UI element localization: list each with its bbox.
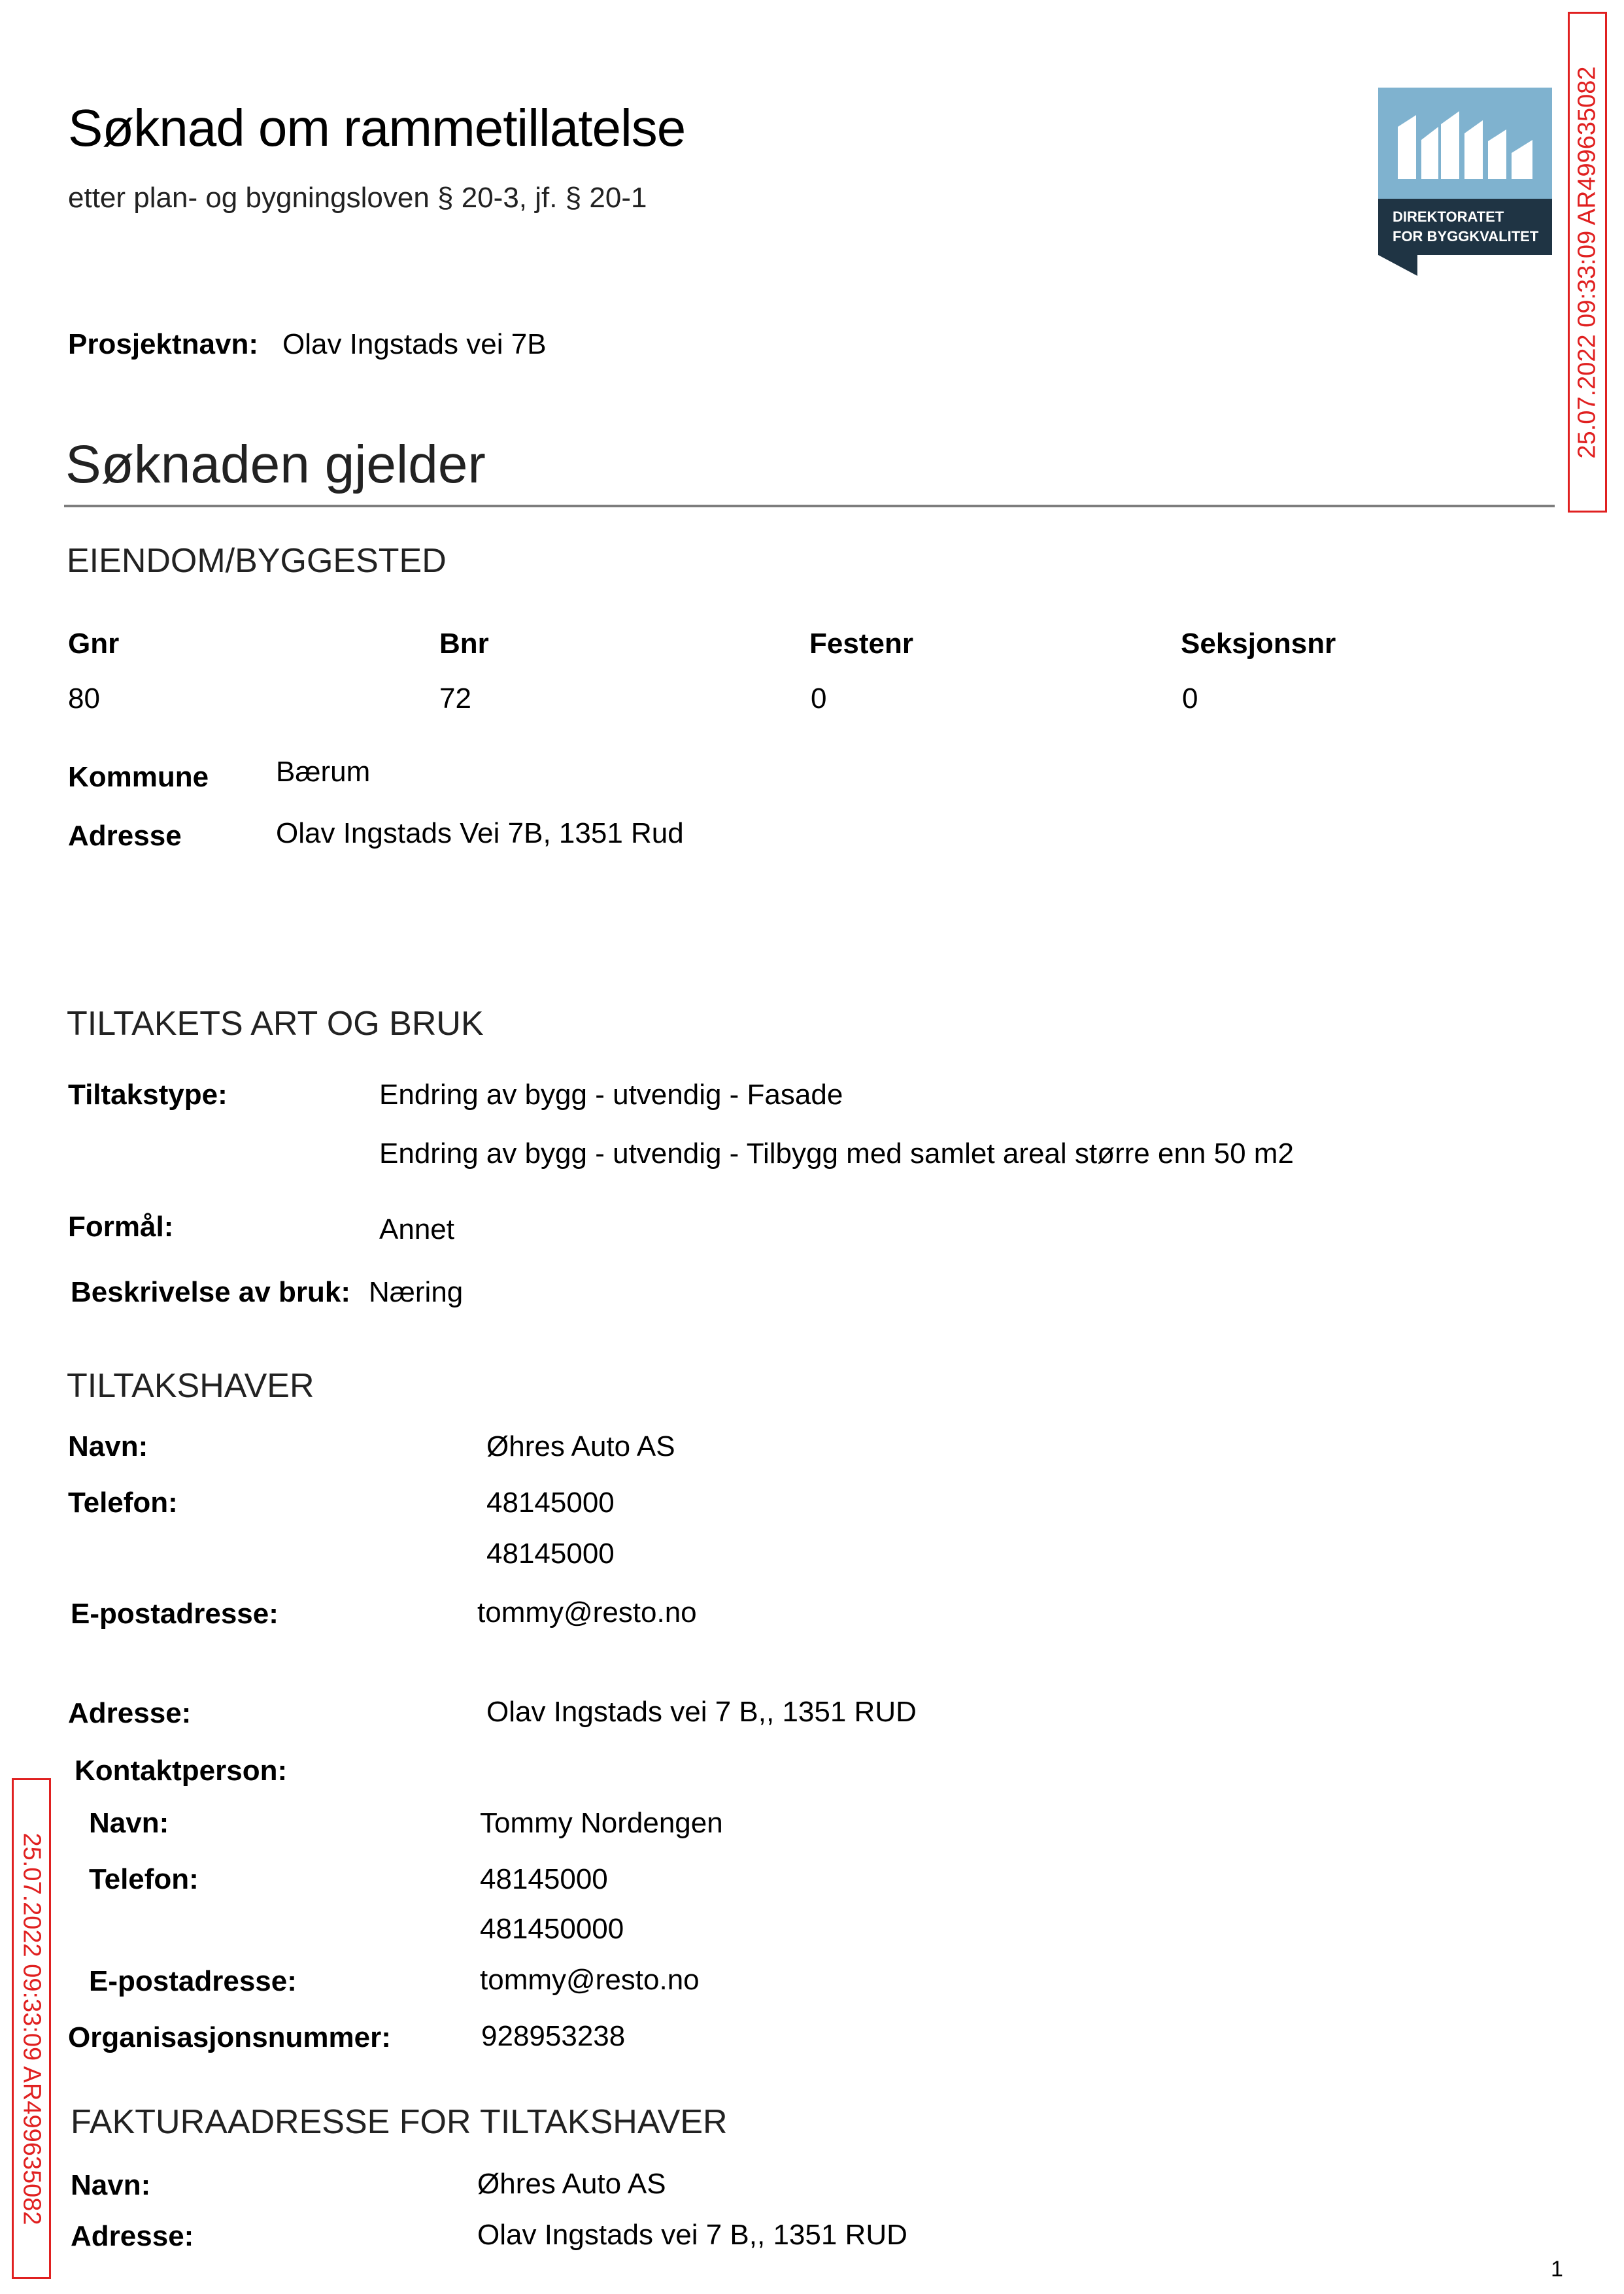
property-val-seksjonsnr: 0 xyxy=(1182,683,1198,715)
purpose-label: Formål: xyxy=(68,1211,174,1243)
municipality-label: Kommune xyxy=(68,761,209,793)
applicant-address-label: Adresse: xyxy=(68,1697,192,1729)
property-address-label: Adresse xyxy=(68,820,182,852)
page-number: 1 xyxy=(1551,2257,1563,2282)
property-val-gnr: 80 xyxy=(68,683,100,715)
applicant-name-label: Navn: xyxy=(68,1430,148,1462)
applicant-phone-label: Telefon: xyxy=(68,1487,178,1519)
invoice-name-label: Navn: xyxy=(71,2169,151,2201)
applicant-phone-2: 48145000 xyxy=(486,1538,615,1570)
logo-line2: FOR BYGGKVALITET xyxy=(1393,228,1539,245)
contact-email-label: E-postadresse: xyxy=(89,1965,297,1997)
invoice-address-label: Adresse: xyxy=(71,2220,194,2252)
timestamp-stamp-right xyxy=(1568,12,1607,513)
contact-person-label: Kontaktperson: xyxy=(75,1755,288,1787)
applicant-heading: TILTAKSHAVER xyxy=(67,1367,314,1405)
applicant-address-value: Olav Ingstads vei 7 B,, 1351 RUD xyxy=(486,1696,917,1728)
contact-name-label: Navn: xyxy=(89,1807,169,1839)
property-col-gnr: Gnr xyxy=(68,628,120,660)
measure-heading: TILTAKETS ART OG BRUK xyxy=(67,1005,484,1043)
contact-phone-label: Telefon: xyxy=(89,1863,199,1895)
document-subtitle: etter plan- og bygningsloven § 20-3, jf. § 20-1 xyxy=(68,182,647,214)
logo-line1: DIREKTORATET xyxy=(1393,209,1504,225)
property-address-value: Olav Ingstads Vei 7B, 1351 Rud xyxy=(276,817,684,849)
property-col-seksjonsnr: Seksjonsnr xyxy=(1181,628,1336,660)
invoice-address-value: Olav Ingstads vei 7 B,, 1351 RUD xyxy=(477,2219,907,2251)
invoice-heading: FAKTURAADRESSE FOR TILTAKSHAVER xyxy=(71,2103,728,2141)
applicant-name-value: Øhres Auto AS xyxy=(486,1430,675,1462)
applicant-email-value: tommy@resto.no xyxy=(477,1596,697,1628)
contact-email-value: tommy@resto.no xyxy=(480,1964,700,1996)
dibk-logo xyxy=(1378,88,1552,276)
property-col-festenr: Festenr xyxy=(809,628,913,660)
purpose-value: Annet xyxy=(379,1213,454,1245)
section-divider xyxy=(64,505,1555,507)
org-number-value: 928953238 xyxy=(481,2020,626,2052)
org-number-label: Organisasjonsnummer: xyxy=(68,2021,391,2053)
timestamp-stamp-left xyxy=(12,1778,51,2279)
stamp-text-left: 25.07.2022 09:33:09 AR499635082 xyxy=(18,1832,46,2225)
usage-label: Beskrivelse av bruk: xyxy=(71,1276,351,1308)
dibk-logo-graphic xyxy=(1378,88,1552,276)
contact-phone-2: 481450000 xyxy=(480,1913,624,1945)
section-heading-application: Søknaden gjelder xyxy=(65,435,486,494)
applicant-phone-1: 48145000 xyxy=(486,1487,615,1519)
property-val-bnr: 72 xyxy=(439,683,471,715)
measure-type-1: Endring av bygg - utvendig - Fasade xyxy=(379,1079,843,1111)
project-name-label: Prosjektnavn: xyxy=(68,328,258,360)
applicant-email-label: E-postadresse: xyxy=(71,1598,279,1630)
property-heading: EIENDOM/BYGGESTED xyxy=(67,542,447,580)
property-col-bnr: Bnr xyxy=(439,628,489,660)
contact-phone-1: 48145000 xyxy=(480,1863,608,1895)
measure-type-2: Endring av bygg - utvendig - Tilbygg med samlet areal større enn 50 m2 xyxy=(379,1138,1294,1170)
stamp-text-right: 25.07.2022 09:33:09 AR499635082 xyxy=(1573,65,1601,459)
measure-type-label: Tiltakstype: xyxy=(68,1079,228,1111)
contact-name-value: Tommy Nordengen xyxy=(480,1807,723,1839)
usage-value: Næring xyxy=(369,1276,464,1308)
project-name-value: Olav Ingstads vei 7B xyxy=(282,328,547,360)
document-title: Søknad om rammetillatelse xyxy=(68,99,686,157)
property-val-festenr: 0 xyxy=(811,683,827,715)
invoice-name-value: Øhres Auto AS xyxy=(477,2168,666,2200)
municipality-value: Bærum xyxy=(276,756,371,788)
